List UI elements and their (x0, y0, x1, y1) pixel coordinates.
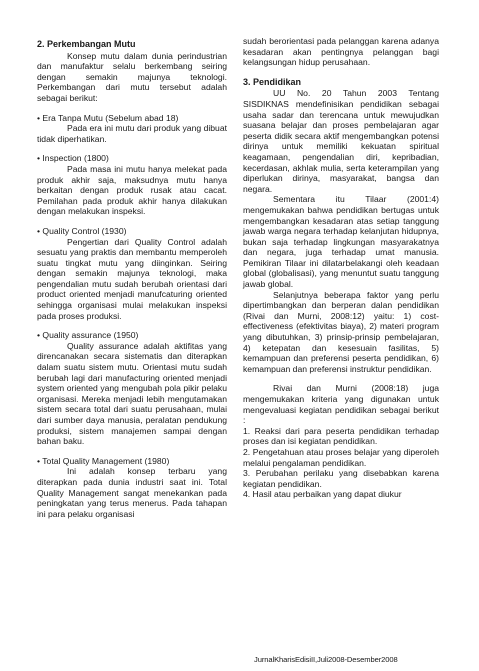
era-1-text: Pada era ini mutu dari produk yang dibuat tidak diperhatikan. (37, 123, 227, 144)
era-5-title: • Total Quality Management (1980) (37, 455, 170, 466)
journal-footer: JurnalKharisEdisiII,Juli2008-Desember2008 (254, 655, 398, 664)
criteria-item-3: 3. Perubahan perilaku yang disebabkan karena kegiatan pendidikan. (243, 468, 439, 489)
era-4-title: • Quality assurance (1950) (37, 330, 139, 341)
section-3-heading: 3. Pendidikan (243, 76, 302, 87)
era-3-title: • Quality Control (1930) (37, 225, 127, 236)
section-2-intro: Konsep mutu dalam dunia perindustrian dan manufaktur selalu berkembang seiring dengan semakin majunya teknologi. Perkembangan dari mutu tersebut adalah sebagai berikut: (37, 50, 227, 103)
section-2-heading: 2. Perkembangan Mutu (37, 39, 136, 49)
era-3-text: Pengertian dari Quality Control adalah sesuatu yang praktis dan membantu memperoleh suatu tingkat mutu yang diinginkan. Seiring dengan semakin majunya teknologi, maka pengendalian mutu sudah berubah orientasi dari product oriented menjadi manufcaturing oriented sehingga organisasi mulai melakukan inspeksi pada proses produksi. (37, 236, 227, 321)
left-column (37, 39, 227, 519)
paragraph-factors: Selanjutnya beberapa faktor yang perlu dipertimbangkan dan berperan dalan pendidikan (Rivai dan Murni, 2008:12) yaitu: 1) cost-effectiveness (efektivitas biaya), 2) materi program yang dibutuhkan, 3) prinsip-prinsip pembelajaran, 4) ketepatan dan kesesuain fasilitas, 5) kemampuan dan preferensi peserta pendidikan, 6) kemampuan dan preferensi instruktur pendidikan. (243, 289, 439, 374)
era-2-text: Pada masa ini mutu hanya melekat pada produk akhir saja, maksudnya mutu hanya berkaitan dengan produk rusak atau cacat. Pemilahan pada produk akhir hanya dilakukan dengan melakukan inspeksi. (37, 163, 227, 217)
era-4-text: Quality assurance adalah aktifitas yang direncanakan secara sistematis dan diterapkan dalam suatu sistem mutu. Orientasi mutu sudah berubah lagi dari manufacturing oriented menjadi system oriented yang mengubah pola pikir pelaku organisasi. Mereka menjadi lebih mengutamakan sistem secara total dari suatu perusahaan, mulai dari sumber daya manusia, peralatan pendukung produksi, sistem manajemen sampai dengan bahan baku. (37, 340, 227, 447)
criteria-item-2: 2. Pengetahuan atau proses belajar yang diperoleh melalui pengalaman pendidikan. (243, 446, 439, 468)
paragraph-criteria: Rivai dan Murni (2008:18) juga mengemukakan kriteria yang digunakan untuk mengevaluasi kegiatan pendidikan sebagai berikut : (243, 383, 439, 426)
paragraph-tilaar: Sementara itu Tilaar (2001:4) mengemukakan bahwa pendidikan bertugas untuk mengembangkan kesadaran atas setiap tanggung jawab warga negara terhadap kelanjutan hidupnya, bukan saja terhadap lingkungan masyarakatnya dan negara, juga terhadap umat manusia. Pemikiran Tilaar ini dilatarbelakangi oleh keadaan global (globalisasi), yang menuntut suatu tanggung jawab global. (243, 194, 439, 290)
right-column (243, 36, 439, 500)
paragraph-sisdiknas: UU No. 20 Tahun 2003 Tentang SISDIKNAS mendefinisikan pendidikan sebagai usaha sadar dan terencana untuk mewujudkan suasana belajar dan proses pembelajaran agar peserta didik secara aktif mengembangkan potensi dirinya untuk memiliki kekuatan spiritual keagamaan, pengendalian diri, kepribadian, kecerdasan, akhlak mulia, serta keterampilan yang diperlukan dirinya, masyarakat, bangsa dan negara. (243, 88, 439, 194)
era-5-text: Ini adalah konsep terbaru yang diterapkan pada dunia industri saat ini. Total Quality Management sangat menekankan pada peningkatan yang terus menerus. Pada tahapan ini para pelaku organisasi (37, 466, 227, 519)
criteria-item-4: 4. Hasil atau perbaikan yang dapat diukur (243, 489, 402, 500)
continuation-text: sudah berorientasi pada pelanggan karena adanya kesadaran akan pentingnya pelanggan bagi kelangsungan hidup perusahaan. (243, 36, 439, 68)
criteria-item-1: 1. Reaksi dari para peserta pendidikan terhadap proses dan isi kegiatan pendidikan. (243, 425, 439, 447)
era-2-title: • Inspection (1800) (37, 153, 109, 164)
era-1-title: • Era Tanpa Mutu (Sebelum abad 18) (37, 112, 179, 123)
